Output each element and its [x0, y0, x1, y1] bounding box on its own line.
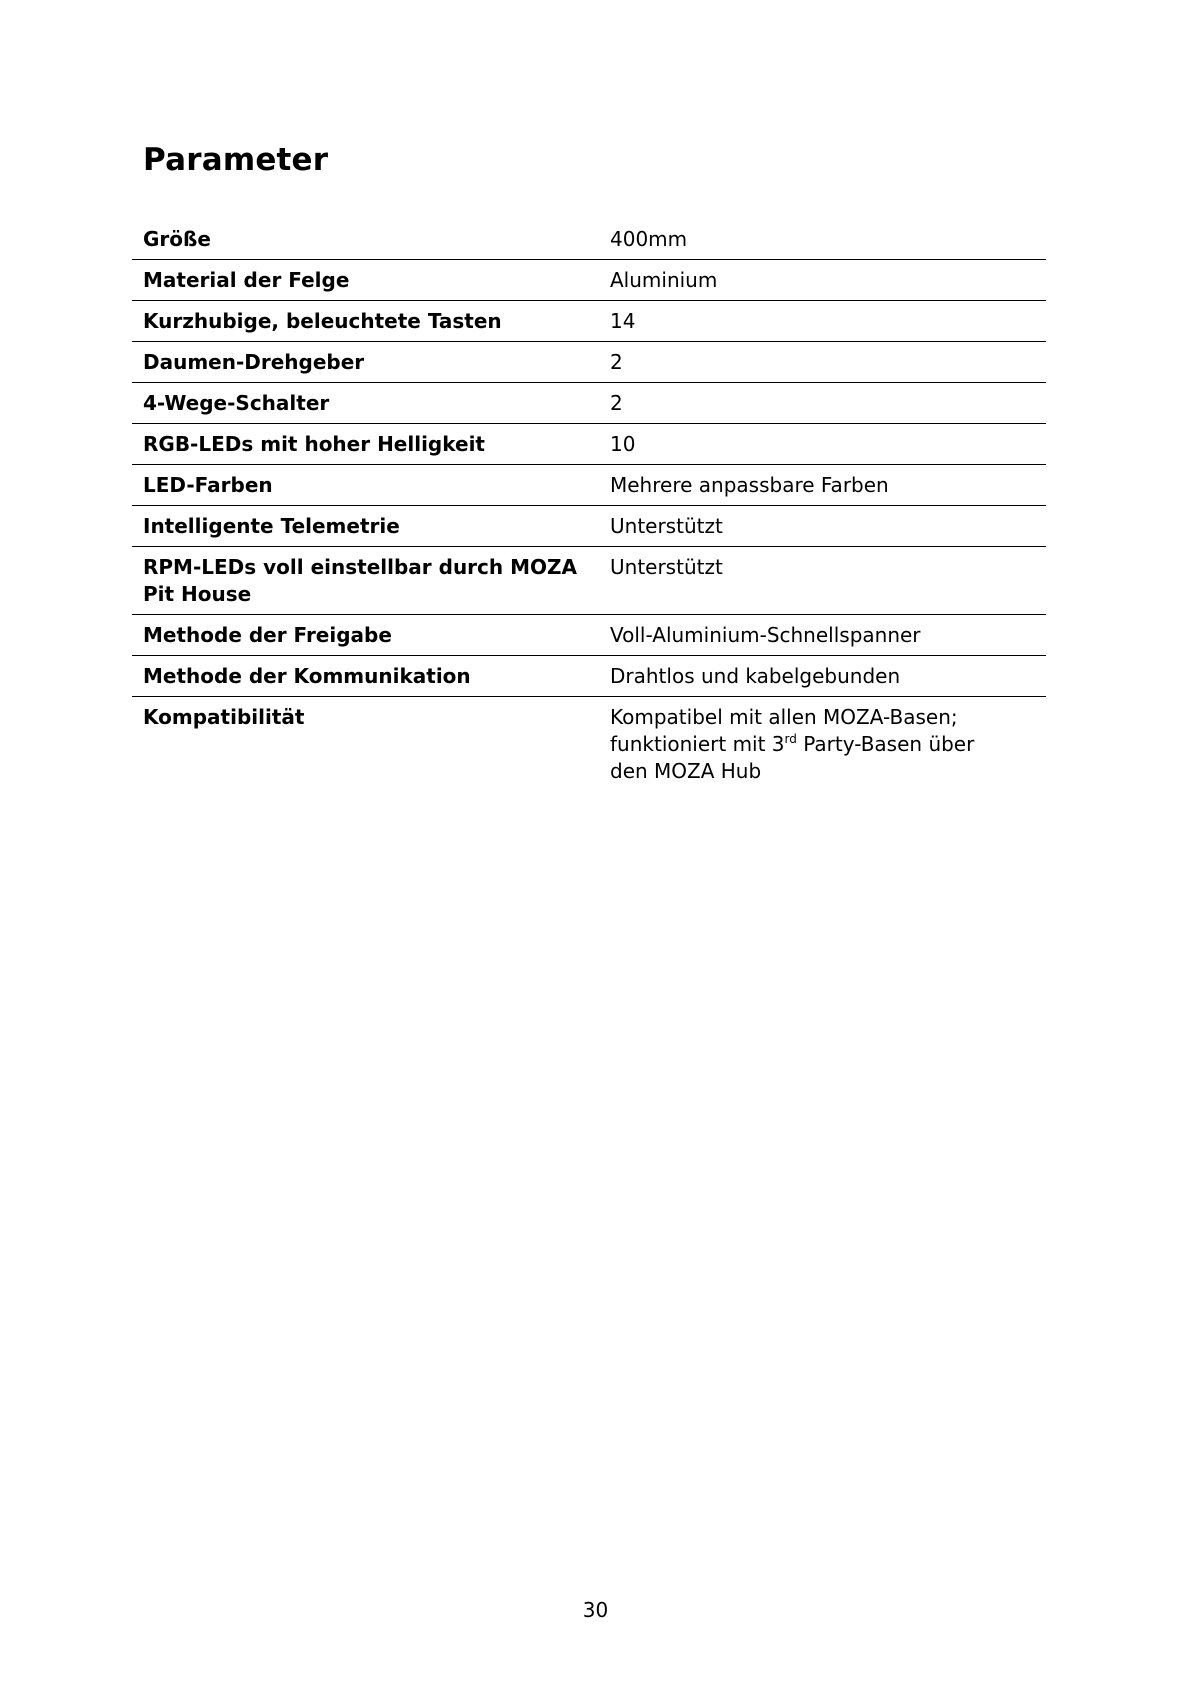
parameter-label: Methode der Kommunikation: [132, 656, 610, 697]
table-row: [132, 656, 1046, 697]
table-row: [132, 301, 1046, 342]
superscript-text: rd: [784, 732, 797, 746]
table-row: [132, 615, 1046, 656]
parameter-label: Intelligente Telemetrie: [132, 506, 610, 547]
parameter-value: Mehrere anpassbare Farben: [610, 465, 1046, 506]
page-title: Parameter: [143, 142, 329, 178]
value-text: Party-Basen über den MOZA Hub: [610, 732, 975, 783]
parameter-label: LED-Farben: [132, 465, 610, 506]
table-row: [132, 220, 1046, 260]
table-row: [132, 697, 1046, 792]
value-text: Kompatibel mit allen MOZA-Basen; funktioniert mit 3: [610, 705, 958, 756]
parameter-label: 4-Wege-Schalter: [132, 383, 610, 424]
page-number: 30: [582, 1598, 609, 1622]
table-row: [132, 465, 1046, 506]
parameter-value: 14: [610, 301, 1046, 342]
parameter-value: Drahtlos und kabelgebunden: [610, 656, 1046, 697]
parameter-label: Größe: [132, 220, 610, 260]
parameter-label: Kompatibilität: [143, 705, 305, 729]
parameter-value: 400mm: [610, 220, 1046, 260]
parameter-value: 2: [610, 383, 1046, 424]
table-row: [132, 424, 1046, 465]
parameter-label: Daumen-Drehgeber: [132, 342, 610, 383]
parameter-value: [610, 697, 1046, 792]
parameter-value: Unterstützt: [610, 547, 1046, 615]
parameter-label: Material der Felge: [132, 260, 610, 301]
parameter-label: RPM-LEDs voll einstellbar durch MOZA Pit House: [132, 547, 610, 615]
table-row: [132, 342, 1046, 383]
parameter-value: Voll-Aluminium-Schnellspanner: [610, 615, 1046, 656]
parameter-label: Methode der Freigabe: [132, 615, 610, 656]
parameter-value: 10: [610, 424, 1046, 465]
table-row: [132, 260, 1046, 301]
table-row: [132, 506, 1046, 547]
parameter-label: Kurzhubige, beleuchtete Tasten: [132, 301, 610, 342]
parameter-value: Unterstützt: [610, 506, 1046, 547]
table-row: [132, 383, 1046, 424]
parameter-value: Aluminium: [610, 260, 1046, 301]
parameter-value: 2: [610, 342, 1046, 383]
table-row: [132, 547, 1046, 615]
parameter-table: [132, 220, 1046, 791]
parameter-label: RGB-LEDs mit hoher Helligkeit: [132, 424, 610, 465]
